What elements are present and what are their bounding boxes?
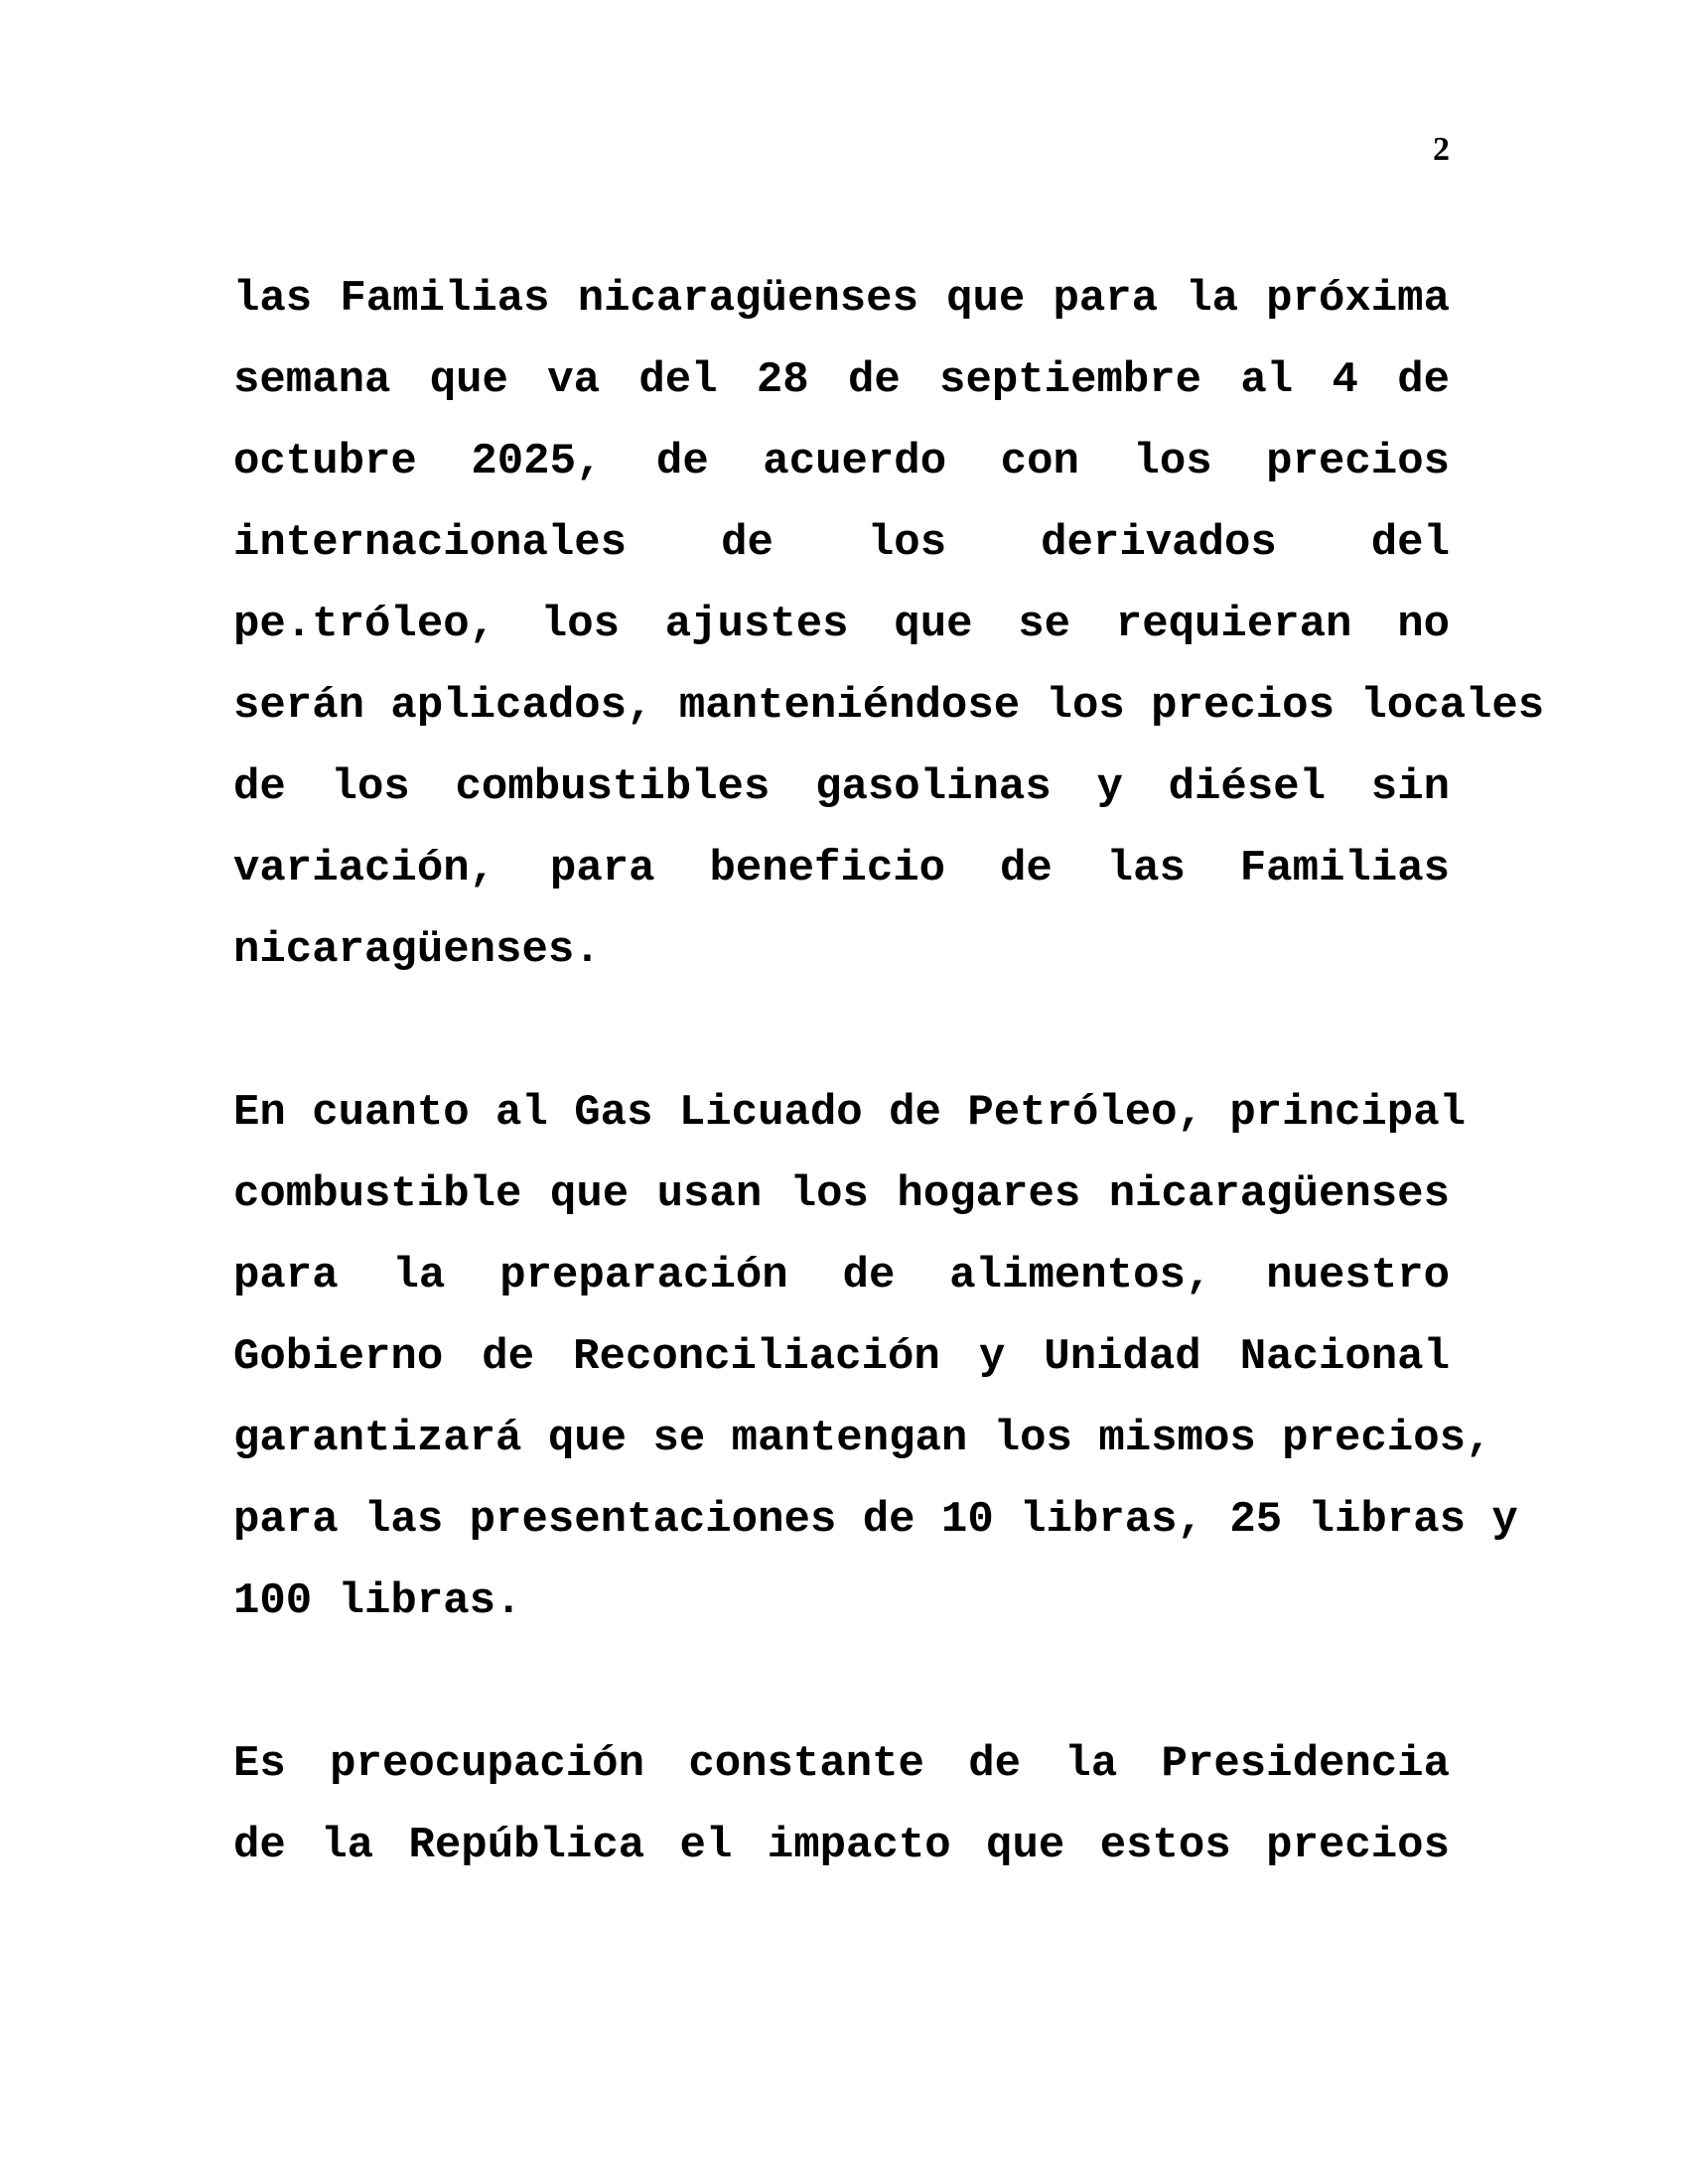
- text-line: garantizará que se mantengan los mismos precios,: [233, 1414, 1492, 1463]
- text-line: nicaragüenses.: [233, 925, 601, 975]
- document-body: [233, 258, 1545, 1968]
- text-line: semana que va del 28 de septiembre al 4 de: [233, 355, 1450, 405]
- text-line: las Familias nicaragüenses que para la próxima: [233, 274, 1450, 324]
- text-line: Gobierno de Reconciliación y Unidad Nacional: [233, 1332, 1450, 1382]
- text-line: 100 libras.: [233, 1576, 522, 1626]
- text-line: internacionales de los derivados del: [233, 518, 1450, 568]
- text-line: pe.tróleo, los ajustes que se requieran no: [233, 600, 1450, 649]
- text-line: para las presentaciones de 10 libras, 25 libras y: [233, 1495, 1518, 1545]
- text-line: de la República el impacto que estos precios: [233, 1821, 1450, 1870]
- text-line: variación, para beneficio de las Familias: [233, 844, 1450, 893]
- text-line: para la preparación de alimentos, nuestro: [233, 1251, 1450, 1300]
- paragraph-fuel-prices: [233, 258, 1545, 991]
- text-line: serán aplicados, manteniéndose los precios locales: [233, 681, 1545, 731]
- page-number: 2: [1433, 131, 1450, 168]
- text-line: En cuanto al Gas Licuado de Petróleo, principal: [233, 1088, 1467, 1138]
- text-line: Es preocupación constante de la Presidencia: [233, 1739, 1450, 1789]
- text-line: octubre 2025, de acuerdo con los precios: [233, 437, 1450, 486]
- paragraph-lpg: [233, 1072, 1518, 1642]
- text-line: combustible que usan los hogares nicaragüenses: [233, 1169, 1450, 1219]
- text-line: de los combustibles gasolinas y diésel sin: [233, 762, 1450, 812]
- paragraph-presidency: [233, 1723, 1450, 1886]
